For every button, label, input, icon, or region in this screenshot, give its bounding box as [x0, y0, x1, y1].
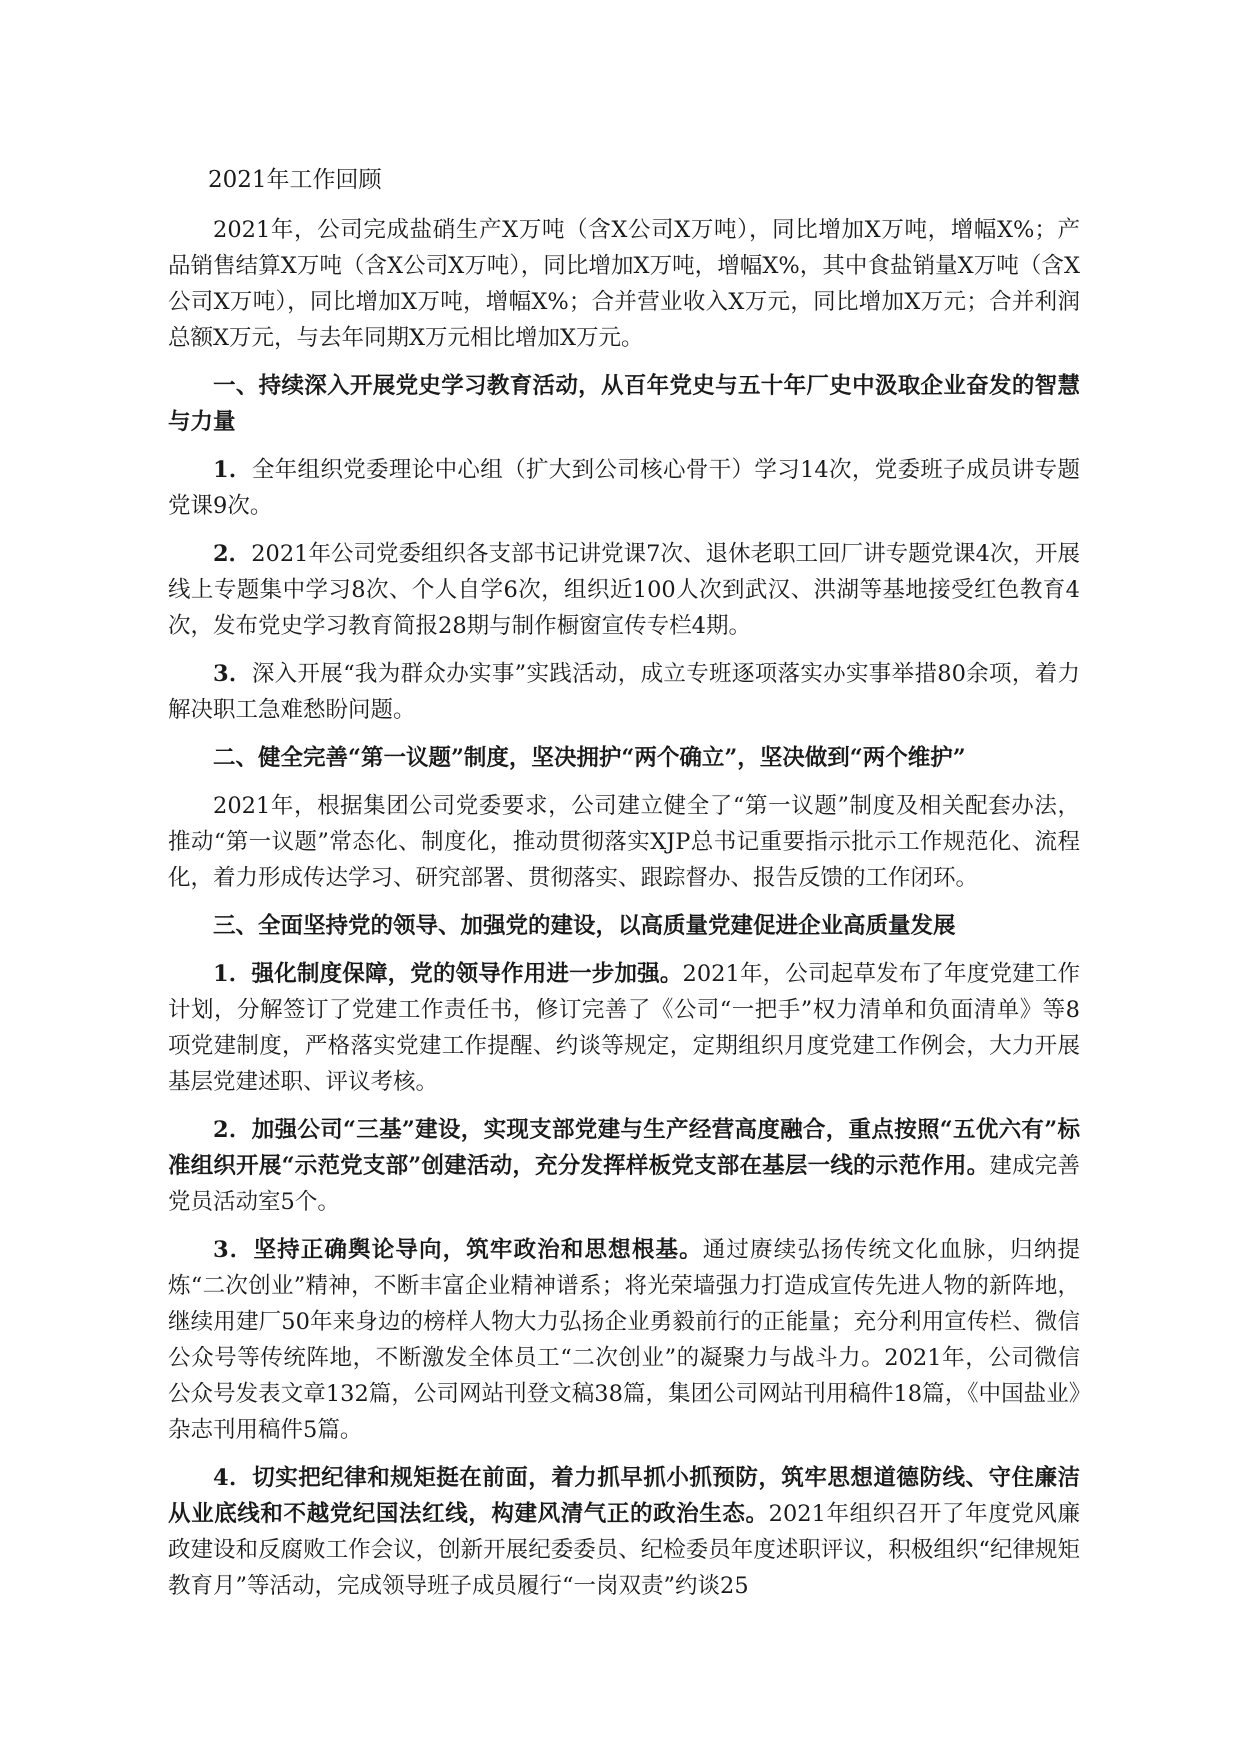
item-number: 3． — [213, 1237, 254, 1263]
item-text: 2021年，公司起草发布了年度党建工作计划，分解签订了党建工作责任书，修订完善了《公司“一把手”权力清单和负面清单》等8项党建制度，严格落实党建工作提醒、约谈等规定，定期组织月度党建工作例会，大力开展基层党建述职、评议考核。 — [168, 961, 1080, 1095]
item-lead: 切实把纪律和规矩挺在前面，着力抓早抓小抓预防，筑牢思想道德防线、守住廉洁从业底线和不越党纪国法红线，构建风清气正的政治生态。 — [168, 1465, 1080, 1527]
intro-paragraph: 2021年，公司完成盐硝生产X万吨（含X公司X万吨），同比增加X万吨，增幅X%；产品销售结算X万吨（含X公司X万吨），同比增加X万吨，增幅X%，其中食盐销量X万吨（含X公司X万吨），同比增加X万吨，增幅X%；合并营业收入X万元，同比增加X万元；合并利润总额X万元，与去年同期X万元相比增加X万元。 — [168, 217, 1080, 351]
item-lead: 坚持正确舆论导向，筑牢政治和思想根基。 — [253, 1237, 703, 1263]
section2-body: 2021年，根据集团公司党委要求，公司建立健全了“第一议题”制度及相关配套办法，推动“第一议题”常态化、制度化，推动贯彻落实XJP总书记重要指示批示工作规范化、流程化，着力形成传达学习、研究部署、贯彻落实、跟踪督办、报告反馈的工作闭环。 — [168, 793, 1080, 891]
item-number: 3． — [213, 661, 252, 687]
section1-item-3 — [168, 656, 1080, 728]
item-text: 建成完善党员活动室5个。 — [168, 1153, 1080, 1215]
item-text: 全年组织党委理论中心组（扩大到公司核心骨干）学习14次，党委班子成员讲专题党课9次。 — [168, 457, 1080, 519]
section3-item-2 — [168, 1112, 1080, 1220]
item-text: 2021年公司党委组织各支部书记讲党课7次、退休老职工回厂讲专题党课4次，开展线上专题集中学习8次、个人自学6次，组织近100人次到武汉、洪湖等基地接受红色教育4次，发布党史学习教育简报28期与制作橱窗宣传专栏4期。 — [168, 541, 1080, 639]
item-lead: 强化制度保障，党的领导作用进一步加强。 — [251, 961, 683, 987]
section3-item-4 — [168, 1460, 1080, 1604]
item-number: 2． — [213, 1117, 252, 1143]
section3-item-3 — [168, 1232, 1080, 1448]
item-number: 1． — [213, 457, 252, 483]
item-number: 4． — [213, 1465, 253, 1491]
section1-item-1 — [168, 452, 1080, 524]
item-number: 2． — [213, 541, 252, 567]
section3-heading: 三、全面坚持党的领导、加强党的建设，以高质量党建促进企业高质量发展 — [213, 913, 956, 939]
item-text: 通过赓续弘扬传统文化血脉，归纳提炼“二次创业”精神，不断丰富企业精神谱系；将光荣墙强力打造成宣传先进人物的新阵地，继续用建厂50年来身边的榜样人物大力弘扬企业勇毅前行的正能量；充分利用宣传栏、微信公众号等传统阵地，不断激发全体员工“二次创业”的凝聚力与战斗力。2021年，公司微信公众号发表文章132篇，公司网站刊登文稿38篇，集团公司网站刊用稿件18篇，《中国盐业》杂志刊用稿件5篇。 — [168, 1237, 1080, 1443]
section3-item-1 — [168, 956, 1080, 1100]
section1-heading: 一、持续深入开展党史学习教育活动，从百年党史与五十年厂史中汲取企业奋发的智慧与力量 — [168, 373, 1080, 435]
document-title: 2021年工作回顾 — [208, 167, 382, 193]
section2-heading: 二、健全完善“第一议题”制度，坚决拥护“两个确立”，坚决做到“两个维护” — [213, 745, 966, 771]
section1-item-2 — [168, 536, 1080, 644]
item-text: 2021年组织召开了年度党风廉政建设和反腐败工作会议，创新开展纪委委员、纪检委员年度述职评议，积极组织“纪律规矩教育月”等活动，完成领导班子成员履行“一岗双责”约谈25 — [168, 1501, 1080, 1599]
item-text: 深入开展“我为群众办实事”实践活动，成立专班逐项落实办实事举措80余项，着力解决职工急难愁盼问题。 — [168, 661, 1081, 723]
item-lead: 加强公司“三基”建设，实现支部党建与生产经营高度融合，重点按照“五优六有”标准组织开展“示范党支部”创建活动，充分发挥样板党支部在基层一线的示范作用。 — [168, 1117, 1080, 1179]
item-number: 1． — [213, 961, 252, 987]
